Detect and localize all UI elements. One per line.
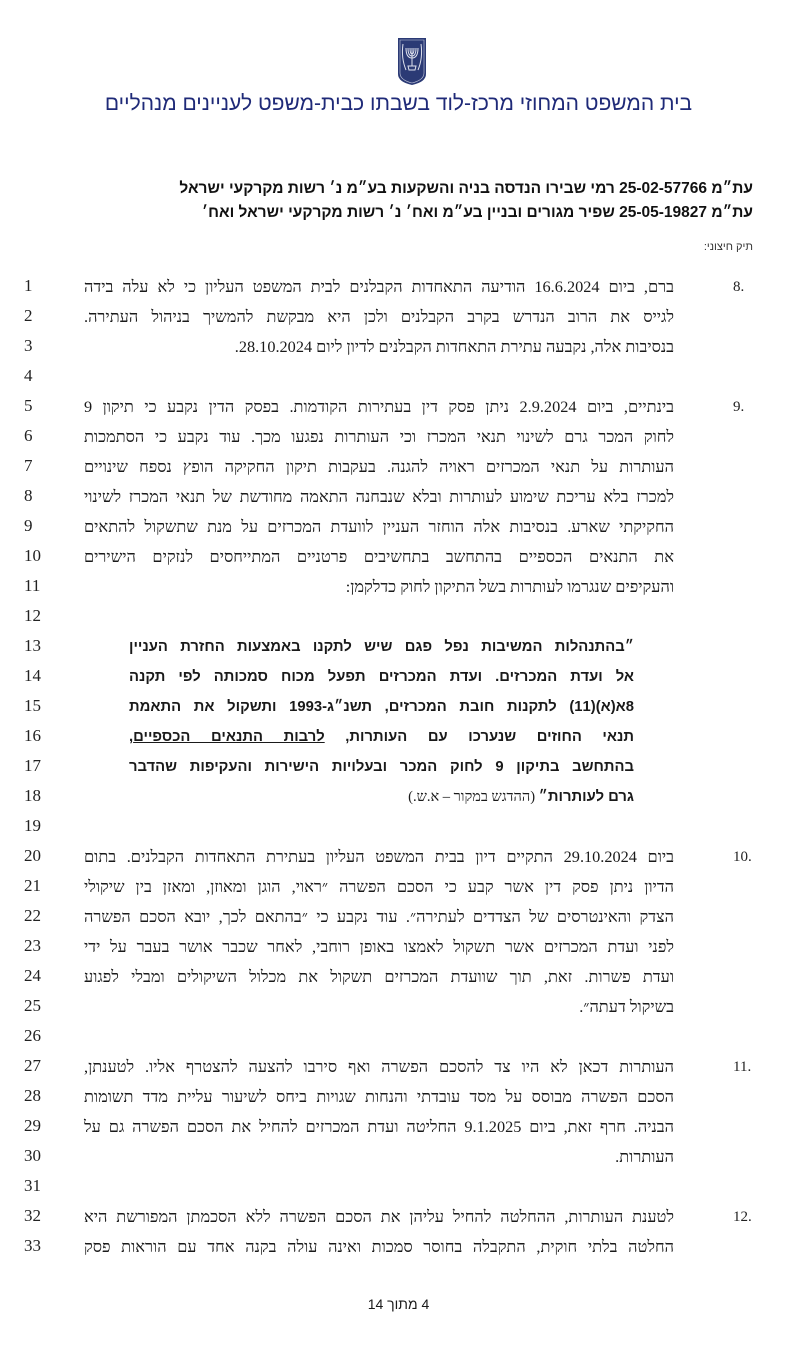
court-title: בית המשפט המחוזי מרכז-לוד בשבתו כבית-משפט לעניינים מנהליים — [104, 92, 693, 115]
text-line: בינתיים, ביום 2.9.2024 ניתן פסק דין בעתירות הקודמות. בפסק הדין נקבע כי תיקון 9 — [84, 397, 674, 416]
line-number: 29 — [24, 1116, 41, 1135]
paragraph-number: 12. — [733, 1209, 752, 1225]
text-line: לגייס את הרוב הנדרש בקרב הקבלנים ולכן היא מבקשת להמשיך בניהול העתירה. — [84, 307, 674, 326]
paragraph-number: 11. — [733, 1059, 752, 1075]
text-line: את התנאים הכספיים בהתחשב בתחשיבים פרטניים המתייחסים לנזקים הישירים — [84, 547, 674, 566]
line-number: 1 — [24, 276, 33, 295]
line-number: 21 — [24, 876, 41, 895]
line-number: 31 — [24, 1176, 41, 1195]
line-number: 2 — [24, 306, 33, 325]
line-number: 28 — [24, 1086, 41, 1105]
text-line: לטענת העותרות, ההחלטה להחיל עליהן את הסכם הפשרה ללא הסכמתן המפורשת היא — [84, 1207, 674, 1226]
quote-text: גרם לעותרות״ — [538, 789, 634, 805]
text-line: הצדק והאינטרסים של הצדדים לעתירה״. עוד נקבע כי ״בהתאם לכך, יובא הסכם הפשרה — [84, 907, 674, 926]
line-number: 13 — [24, 636, 41, 655]
external-file-label: תיק חיצוני: — [703, 241, 753, 253]
line-number: 22 — [24, 906, 41, 925]
text-line: הדיון ניתן פסק דין אשר קבע כי הסכם הפשרה ״ראוי, הוגן ומאוזן, ומאזן בין שיקולי — [84, 877, 674, 896]
line-number: 14 — [24, 666, 41, 685]
paragraph-number: 10. — [733, 849, 752, 865]
case-caption-2: עת״מ 25-05-19827 שפיר מגורים ובניין בע״מ ואח׳ נ׳ רשות מקרקעי ישראל ואח׳ — [201, 204, 753, 221]
line-number: 33 — [24, 1236, 41, 1255]
line-number: 26 — [24, 1026, 41, 1045]
page-number: 4 מתוך 14 — [367, 1296, 430, 1312]
line-number: 9 — [24, 516, 33, 535]
text-line: החלטה בלתי חוקית, התקבלה בחוסר סמכות ואינה עולה בקנה אחד עם הוראות פסק — [84, 1237, 674, 1256]
line-number: 19 — [24, 816, 41, 835]
quote-text: תנאי החוזים שנערכו עם העותרות, — [324, 729, 634, 745]
quote-line: ״בהתנהלות המשיבות נפל פגם שיש לתקנו באמצעות החזרת העניין — [129, 639, 634, 655]
line-number: 11 — [24, 576, 41, 595]
text-line: העותרות דכאן לא היו צד להסכם הפשרה ואף סירבו להצעה להצטרף אליו. לטענתן, — [84, 1057, 674, 1076]
line-number: 23 — [24, 936, 41, 955]
line-number: 3 — [24, 336, 33, 355]
line-number: 32 — [24, 1206, 41, 1225]
quote-line — [129, 726, 634, 748]
line-number: 18 — [24, 786, 41, 805]
line-number: 6 — [24, 426, 33, 445]
text-line: הסכם הפשרה מבוסס על מסד עובדתי והנחות שגויות ביחס לשיעור עליית מדד תשומות — [84, 1087, 674, 1106]
paragraph-number: 9. — [733, 399, 745, 415]
quote-line: בהתחשב בתיקון 9 לחוק המכר ובעלויות הישירות והעקיפות שהדבר — [129, 759, 634, 775]
line-number: 12 — [24, 606, 41, 625]
text-line: הבניה. חרף זאת, ביום 9.1.2025 החליטה ועדת המכרזים להחיל את הסכם הפשרה גם על — [84, 1117, 674, 1136]
case-caption-1: עת״מ 25-02-57766 רמי שבירו הנדסה בניה והשקעות בע״מ נ׳ רשות מקרקעי ישראל — [179, 180, 753, 197]
text-line: ברם, ביום 16.6.2024 הודיעה התאחדות הקבלנים לבית המשפט העליון כי לא עלה בידה — [84, 277, 674, 296]
text-line: לפני ועדת המכרזים אשר תשקול לאמצו באופן רוחבי, לאחר שכבר אושר בעבר על ידי — [84, 937, 674, 956]
text-line: למכרז בלא עריכת שימוע לעותרות ובלא שנבחנה התאמה מחודשת של תנאי המכרז לשינוי — [84, 487, 674, 506]
state-emblem-icon — [396, 36, 428, 86]
paragraph-number: 8. — [733, 279, 745, 295]
line-number: 25 — [24, 996, 41, 1015]
line-number: 30 — [24, 1146, 41, 1165]
line-number: 8 — [24, 486, 33, 505]
quote-text: , — [129, 729, 134, 745]
quote-line: 8א(א)(11) לתקנות חובת המכרזים, תשנ״ג-1993 ותשקול את התאמת — [129, 699, 634, 715]
line-number: 10 — [24, 546, 41, 565]
line-number: 7 — [24, 456, 33, 475]
line-number: 17 — [24, 756, 41, 775]
line-number: 15 — [24, 696, 41, 715]
line-number: 27 — [24, 1056, 41, 1075]
emphasis-note: (ההדגש במקור – א.ש.) — [408, 789, 539, 805]
text-line: ועדת פשרות. זאת, תוך שוועדת המכרזים תשקול את מכלול השיקולים ומבלי לפגוע — [84, 967, 674, 986]
underlined-emphasis: לרבות התנאים הכספיים — [133, 729, 325, 745]
text-line: בנסיבות אלה, נקבעה עתירת התאחדות הקבלנים לדיון ליום 28.10.2024. — [234, 337, 674, 356]
text-line: ביום 29.10.2024 התקיים דיון בבית המשפט העליון בעתירת התאחדות הקבלנים. בתום — [84, 847, 674, 866]
quote-line: אל ועדת המכרזים. ועדת המכרזים תפעל מכוח סמכותה לפי תקנה — [129, 669, 634, 685]
text-line: והעקיפים שנגרמו לעותרות בשל התיקון לחוק כדלקמן: — [345, 577, 674, 596]
text-line: בשיקול דעתה״. — [579, 997, 674, 1016]
text-line: העותרות. — [615, 1147, 674, 1166]
line-number: 16 — [24, 726, 41, 745]
text-line: העותרות על תנאי המכרזים ראויה להגנה. בעקבות תיקון החקיקה הופץ נספח שינויים — [84, 457, 674, 476]
text-line: לחוק המכר גרם לשינוי תנאי המכרז וכי העותרות נפגעו מכך. עוד נקבע כי הסתמכות — [84, 427, 674, 446]
line-number: 20 — [24, 846, 41, 865]
line-number: 24 — [24, 966, 41, 985]
text-line: החקיקתי שארע. בנסיבות אלה הוחזר העניין לוועדת המכרזים על מנת שתשקול להתאים — [84, 517, 674, 536]
line-number: 5 — [24, 396, 33, 415]
line-number: 4 — [24, 366, 33, 385]
quote-line — [129, 786, 634, 808]
